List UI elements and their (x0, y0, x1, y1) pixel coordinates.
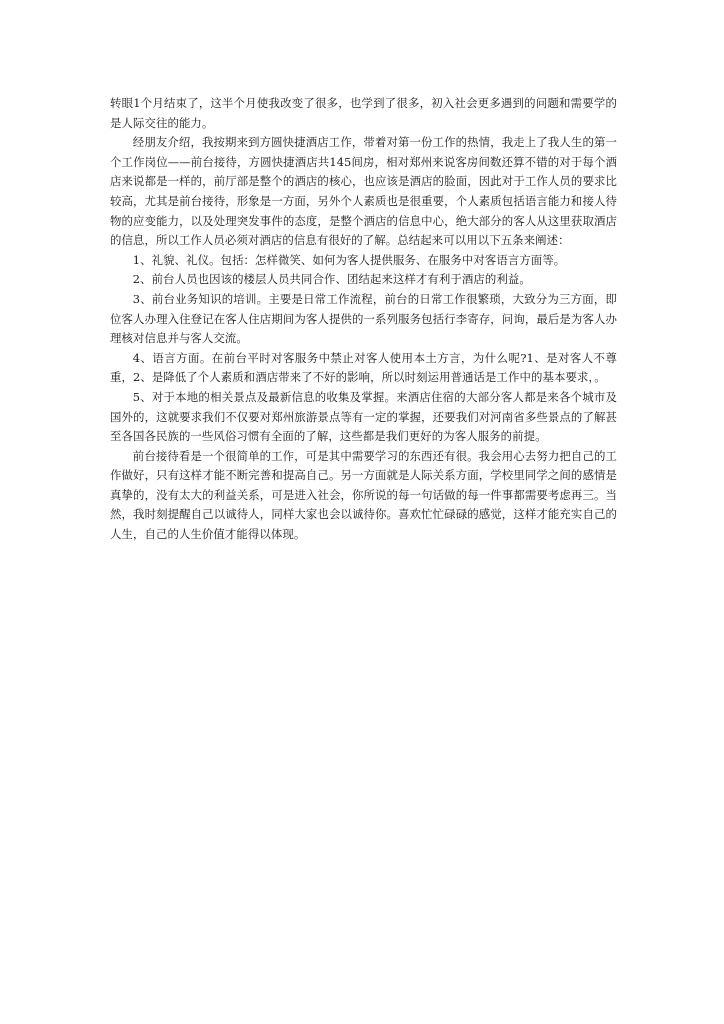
document-body (110, 94, 617, 545)
paragraph-point-3: 3、前台业务知识的培训。主要是日常工作流程，前台的日常工作很繁琐，大致分为三方面，即位客人办理入住登记在客人住店期间为客人提供的一系列服务包括行李寄存，问询，最后是为客人办理核对信息并与客人交流。 (110, 291, 617, 346)
paragraph-point-1: 1、礼貌、礼仪。包括：怎样微笑、如何为客人提供服务、在服务中对客语言方面等。 (132, 252, 566, 267)
paragraph-conclusion: 前台接待看是一个很简单的工作，可是其中需要学习的东西还有很。我会用心去努力把自己的工作做好，只有这样才能不断完善和提高自己。另一方面就是人际关系方面，学校里同学之间的感情是真挚的，没有太大的利益关系，可是进入社会，你所说的每一句话做的每一件事都需要考虑再三。当然，我时刻提醒自己以诚待人，同样大家也会以诚待你。喜欢忙忙碌碌的感觉，这样才能充实自己的人生，自己的人生价值才能得以体现。 (110, 448, 617, 542)
paragraph-point-2: 2、前台人员也因该的楼层人员共同合作、团结起来这样才有利于酒店的利益。 (132, 272, 531, 287)
paragraph-intro: 转眼1个月结束了，这半个月使我改变了很多，也学到了很多，初入社会更多遇到的问题和需要学的是人际交往的能力。 (110, 96, 617, 130)
paragraph-background: 经朋友介绍，我按期来到方圆快捷酒店工作，带着对第一份工作的热情，我走上了我人生的第一个工作岗位——前台接待，方圆快捷酒店共145间房，相对郑州来说客房间数还算不错的对于每个酒店来说都是一样的，前厅部是整个的酒店的核心，也应该是酒店的脸面，因此对于工作人员的要求比较高，尤其是前台接待，形象是一方面，另外个人素质也是很重要，个人素质包括语言能力和接人待物的应变能力，以及处理突发事件的态度，是整个酒店的信息中心，绝大部分的客人从这里获取酒店的信息，所以工作人员必须对酒店的信息有很好的了解。总结起来可以用以下五条来阐述： (110, 135, 617, 248)
paragraph-point-4: 4、语言方面。在前台平时对客服务中禁止对客人使用本土方言，为什么呢?1、是对客人不尊重，2、是降低了个人素质和酒店带来了不好的影响，所以时刻运用普通话是工作中的基本要求，。 (110, 350, 617, 385)
paragraph-point-5: 5、对于本地的相关景点及最新信息的收集及掌握。来酒店住宿的大部分客人都是来各个城市及国外的，这就要求我们不仅要对郑州旅游景点等有一定的掌握，还要我们对河南省多些景点的了解甚至各国各民族的一些风俗习惯有全面的了解，这些都是我们更好的为客人服务的前提。 (110, 389, 617, 444)
